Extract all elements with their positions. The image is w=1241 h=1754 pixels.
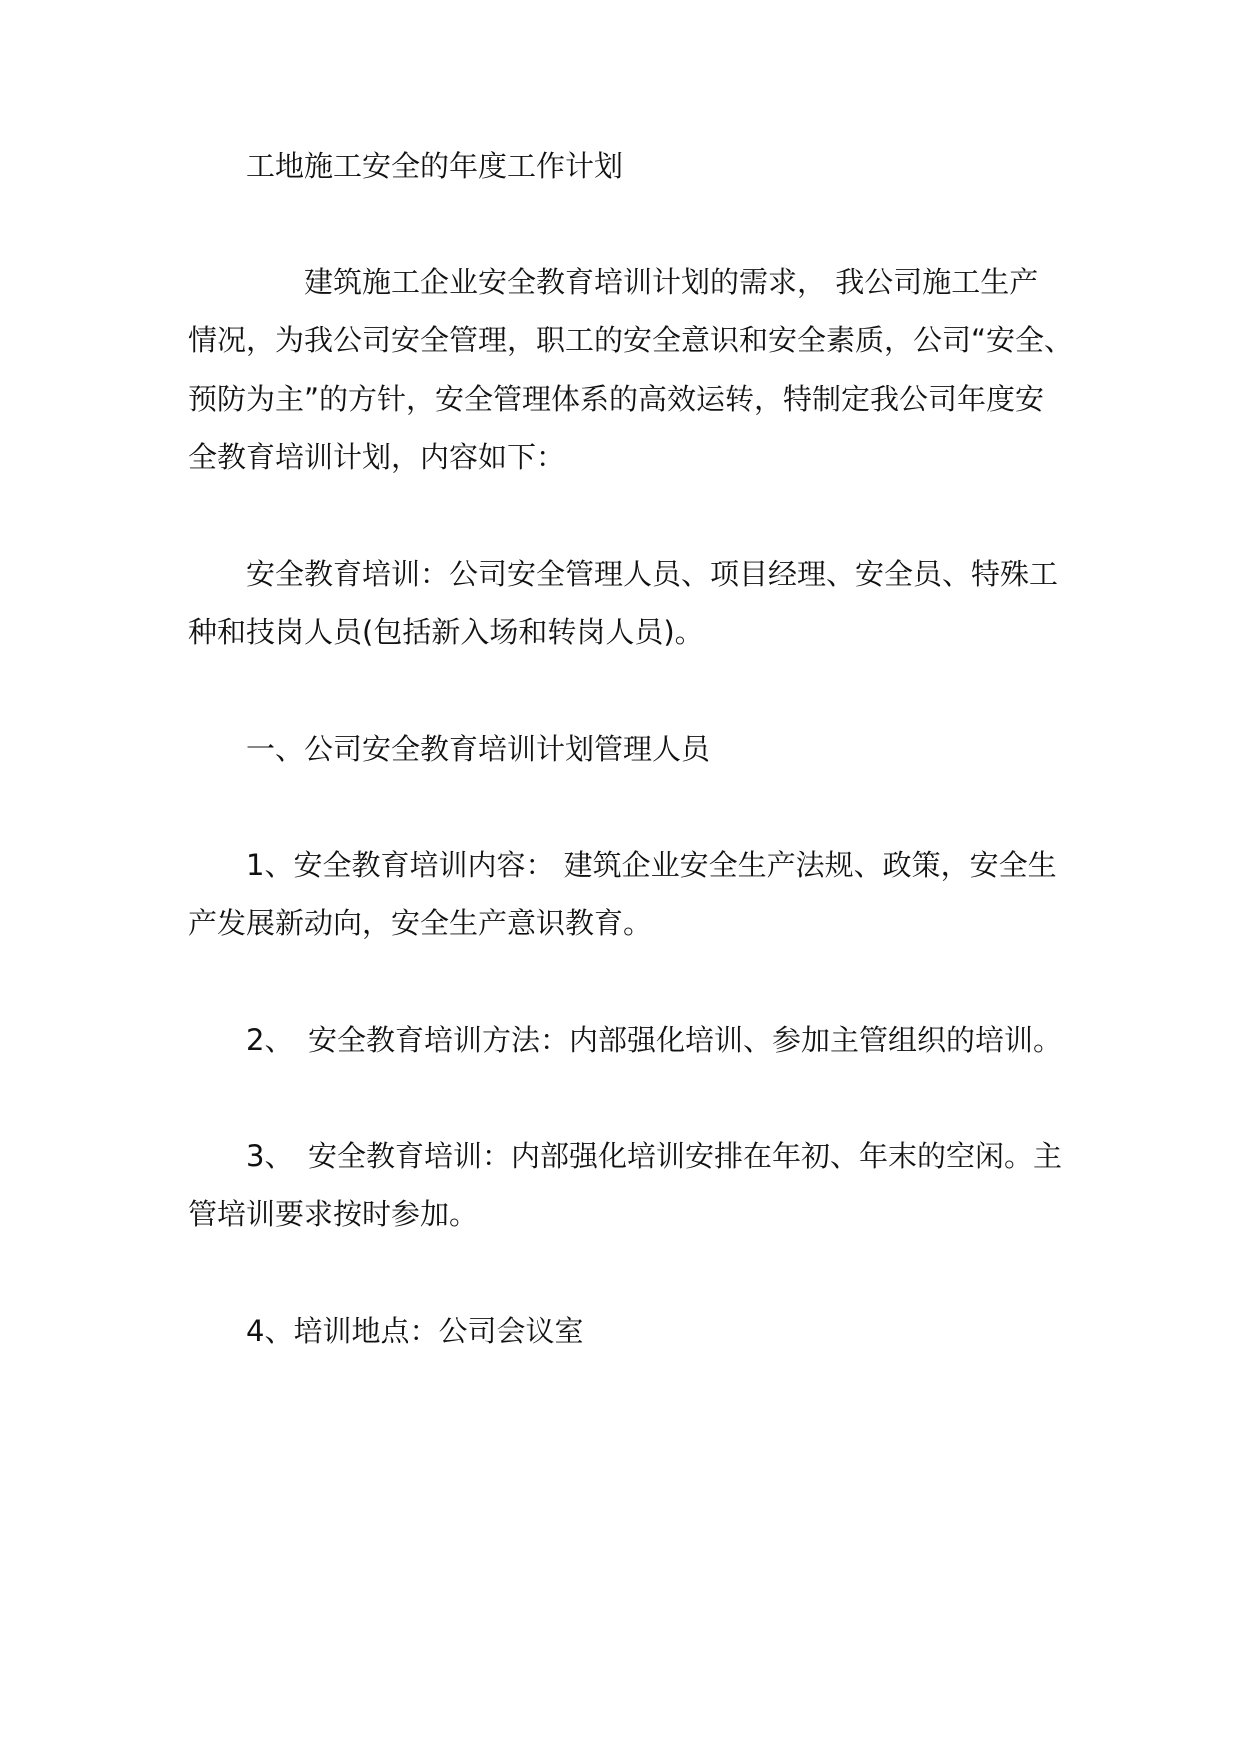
section-heading: 一、公司安全教育培训计划管理人员: [246, 732, 711, 766]
intro-line-3: 预防为主”的方针，安全管理体系的高效运转，特制定我公司年度安: [188, 382, 1045, 416]
intro-line-1: 建筑施工企业安全教育培训计划的需求， 我公司施工生产: [304, 265, 1039, 299]
intro-line-2: 情况，为我公司安全管理，职工的安全意识和安全素质，公司“安全、: [188, 323, 1074, 357]
item-2-line-1: 2、 安全教育培训方法：内部强化培训、参加主管组织的培训。: [246, 1023, 1062, 1057]
training-targets-line-2: 种和技岗人员(包括新入场和转岗人员)。: [188, 615, 704, 649]
document-title: 工地施工安全的年度工作计划: [246, 149, 624, 183]
item-1-line-2: 产发展新动向，安全生产意识教育。: [188, 906, 653, 940]
item-3-line-2: 管培训要求按时参加。: [188, 1197, 479, 1231]
item-3-line-1: 3、 安全教育培训：内部强化培训安排在年初、年末的空闲。主: [246, 1139, 1062, 1173]
intro-line-4: 全教育培训计划，内容如下：: [188, 440, 566, 474]
item-4-line-1: 4、培训地点：公司会议室: [246, 1314, 584, 1348]
training-targets-line-1: 安全教育培训：公司安全管理人员、项目经理、安全员、特殊工: [246, 557, 1059, 591]
item-1-line-1: 1、安全教育培训内容： 建筑企业安全生产法规、政策，安全生: [246, 848, 1057, 882]
